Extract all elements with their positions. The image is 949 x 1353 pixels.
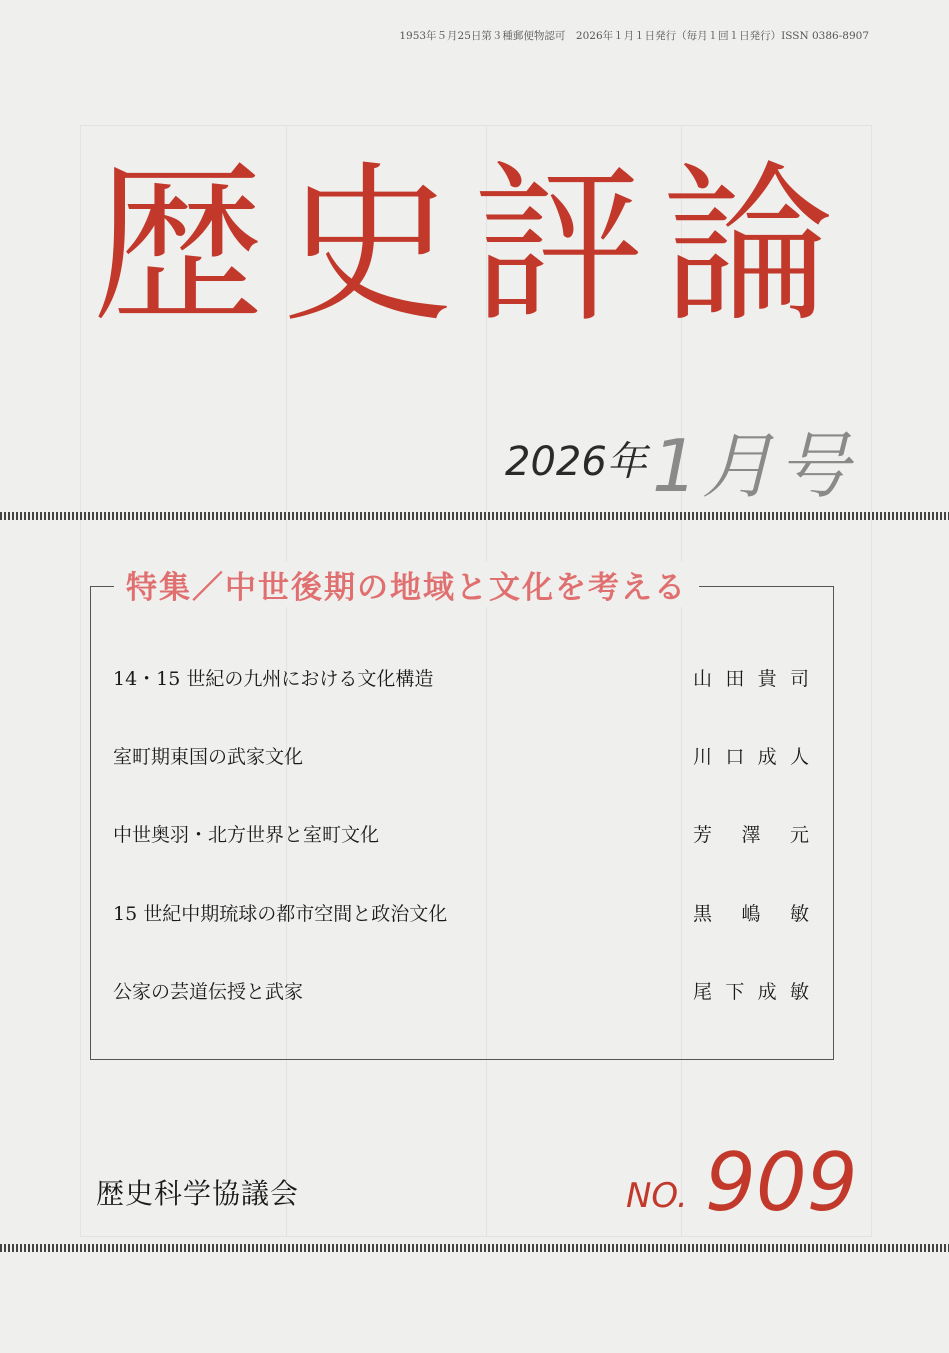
article-author: 黒嶋敏	[693, 903, 813, 925]
article-row	[113, 664, 813, 698]
issue-month: 1月号	[652, 424, 854, 508]
article-title: 中世奥羽・北方世界と室町文化	[113, 824, 380, 846]
article-title: 14・15 世紀の九州における文化構造	[113, 668, 434, 690]
article-author: 尾下成敏	[693, 981, 813, 1003]
postal-imprint: 1953年５月25日第３種郵便物認可 2026年１月１日発行（毎月１回１日発行）ISSN 0386-8907	[399, 30, 869, 42]
magazine-title: 歴史評論	[92, 145, 852, 346]
article-row	[113, 742, 813, 776]
article-row	[113, 899, 813, 933]
divider-bottom	[0, 1244, 949, 1252]
article-title: 公家の芸道伝授と武家	[113, 981, 304, 1003]
article-author: 芳澤元	[693, 824, 813, 846]
article-row	[113, 977, 813, 1011]
publisher-name: 歴史科学協議会	[96, 1177, 300, 1210]
article-row	[113, 820, 813, 854]
issue-year: 2026年	[505, 439, 647, 485]
article-title: 15 世紀中期琉球の都市空間と政治文化	[113, 903, 448, 925]
issue-number: 909	[705, 1136, 858, 1229]
feature-heading: 特集／中世後期の地域と文化を考える	[114, 562, 699, 607]
article-author: 山田貴司	[693, 668, 813, 690]
issue-number-label: NO.	[626, 1176, 688, 1216]
article-title: 室町期東国の武家文化	[113, 746, 304, 768]
divider-top	[0, 512, 949, 520]
article-author: 川口成人	[693, 746, 813, 768]
